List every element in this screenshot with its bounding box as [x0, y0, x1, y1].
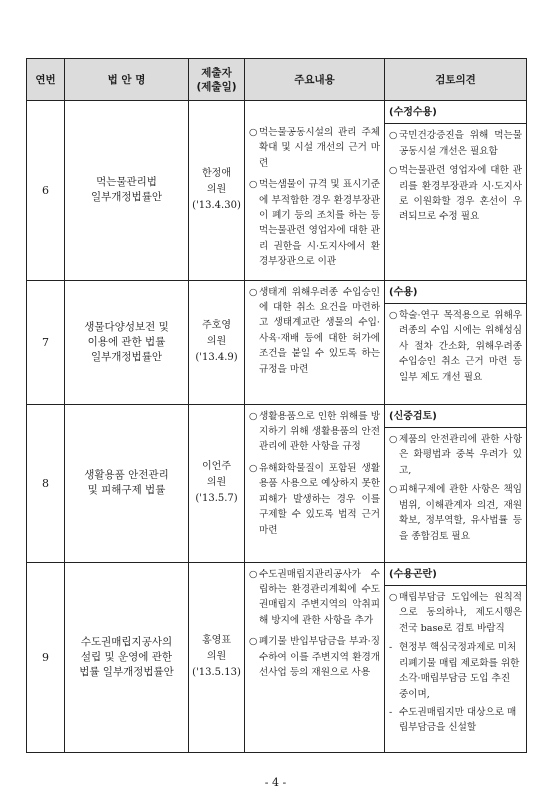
header-submitter-line1: 제출자	[201, 66, 232, 79]
bill-name	[65, 280, 189, 404]
content-point: ○ 먹는샘물이 규격 및 표시기준에 부적합한 경우 환경부장관이 폐기 등의 조치를 하는 등 먹는물관련 영업자에 대한 관리 권한을 시·도지사에서 환경부장관으로 이관	[249, 177, 380, 269]
header-submitter-line2: (제출일)	[196, 80, 237, 93]
bill-name-line: 일부개정법률안	[90, 191, 162, 204]
table-header-row	[27, 59, 527, 101]
main-content	[245, 280, 385, 404]
review-point: ○ 학술·연구 목적용으로 위해우려종의 수입 시에는 위해성심사 절차 간소화, 위해우려종 수입승인 취소 근거 마련 등 일부 제도 개선 필요	[389, 308, 522, 385]
row-no: 8	[27, 404, 65, 562]
review-opinion	[385, 404, 527, 562]
bullet-icon: ○	[389, 310, 398, 322]
bill-name-line: 법률 일부개정법률안	[79, 665, 174, 678]
review-subpoint: - 수도권매립지만 대상으로 매립부담금을 신설할	[389, 705, 522, 736]
bullet-icon: ○	[249, 179, 258, 191]
submitter	[189, 404, 245, 562]
bullet-icon: ○	[249, 410, 258, 422]
header-bill-name: 법 안 명	[65, 59, 189, 101]
bill-name	[65, 404, 189, 562]
bill-name	[65, 101, 189, 281]
bullet-icon: ○	[389, 484, 398, 496]
review-verdict: (신중검토)	[385, 409, 526, 428]
bullet-icon: ○	[389, 165, 398, 177]
bill-name-line: 및 피해구제 법률	[87, 484, 166, 497]
bullet-icon: ○	[249, 636, 258, 648]
bullet-icon: ○	[249, 462, 258, 474]
submitter-role: 의원	[206, 184, 227, 196]
main-content	[245, 562, 385, 752]
header-submitter	[189, 59, 245, 101]
bullet-icon: ○	[249, 286, 258, 298]
bill-name	[65, 562, 189, 752]
bill-review-table	[26, 58, 527, 753]
bill-name-line: 수도권매립지공사의	[80, 635, 173, 648]
review-point: ○ 국민건강증진을 위해 먹는물공동시설 개선은 필요함	[389, 128, 522, 159]
dash-icon: -	[389, 706, 393, 718]
main-content	[245, 101, 385, 281]
bullet-icon: ○	[389, 130, 398, 142]
submitter-name: 주호영	[202, 320, 231, 332]
content-point: ○ 유해화학물질이 포함된 생활용품 사용으로 예상하지 못한 피해가 발생하는 경우 이를 구제할 수 있도록 법적 근거 마련	[249, 461, 380, 538]
submitter-role: 의원	[206, 477, 227, 489]
review-opinion	[385, 562, 527, 752]
header-review: 검토의견	[385, 59, 527, 101]
content-point: ○ 폐기물 반입부담금을 부과·징수하여 이를 주변지역 환경개선사업 등의 재원으로 사용	[249, 634, 380, 680]
row-no: 7	[27, 280, 65, 404]
submitter-date: ('13.5.13)	[192, 667, 241, 679]
review-point: ○ 제품의 안전관리에 관한 사항은 화평법과 중복 우려가 있고,	[389, 432, 522, 478]
submitter-date: ('13.4.9)	[195, 352, 238, 364]
bullet-icon: ○	[249, 127, 258, 138]
submitter-name: 홍영표	[202, 635, 231, 647]
submitter-name: 이언주	[202, 461, 231, 473]
bill-name-line: 일부개정법률안	[90, 350, 162, 363]
review-verdict: (수용곤란)	[385, 567, 526, 586]
submitter-date: ('13.4.30)	[192, 200, 241, 212]
bill-name-line: 이용에 관한 법률	[87, 335, 166, 348]
dash-icon: -	[389, 642, 393, 654]
main-content	[245, 404, 385, 562]
bill-name-line: 설립 및 운영에 관한	[80, 650, 173, 663]
submitter-date: ('13.5.7)	[195, 493, 238, 505]
review-verdict: (수정수용)	[385, 105, 526, 124]
header-no: 연번	[27, 59, 65, 101]
submitter-role: 의원	[206, 336, 227, 348]
header-content: 주요내용	[245, 59, 385, 101]
review-point: ○ 매립부담금 도입에는 원칙적으로 동의하나, 제도시행은 전국 base로 검토 바람직	[389, 590, 522, 636]
submitter-name: 한정애	[202, 168, 231, 180]
row-no: 9	[27, 562, 65, 752]
content-point: ○ 생활용품으로 인한 위해를 방지하기 위해 생활용품의 안전관리에 관한 사항을 규정	[249, 409, 380, 455]
table-row	[27, 562, 527, 752]
table-row	[27, 101, 527, 281]
review-point: ○ 먹는물관련 영업자에 대한 관리를 환경부장관과 시·도지사로 이원화할 경우 혼선이 우려되므로 수정 필요	[389, 163, 522, 225]
bullet-icon: ○	[389, 592, 398, 604]
table-row	[27, 280, 527, 404]
submitter	[189, 562, 245, 752]
page-number: - 4 -	[264, 776, 287, 789]
row-no: 6	[27, 101, 65, 281]
bill-name-line: 먹는물관리법	[96, 176, 157, 189]
review-opinion	[385, 280, 527, 404]
bill-name-line: 생활용품 안전관리	[84, 469, 169, 482]
content-point: ○ 먹는물공동시설의 관리 주체 확대 및 시설 개선의 근거 마련	[249, 125, 380, 171]
review-point: ○ 피해구제에 관한 사항은 책임범위, 이해관계자 의견, 재원확보, 정부역할, 유사법률 등을 종합검토 필요	[389, 482, 522, 544]
submitter	[189, 101, 245, 281]
content-point: ○ 수도권매립지관리공사가 수립하는 환경관리계획에 수도권매립지 주변지역의 악취피해 방지에 관한 사항을 추가	[249, 567, 380, 629]
content-point: ○ 생태계 위해우려종 수입승인에 대한 취소 요건을 마련하고 생태계교란 생물의 수입·사육·재배 등에 대한 허가에 조건을 붙일 수 있도록 하는 규정을 마련	[249, 285, 380, 377]
table-row	[27, 404, 527, 562]
review-verdict: (수용)	[385, 285, 526, 304]
review-opinion	[385, 101, 527, 281]
bullet-icon: ○	[249, 568, 258, 580]
bullet-icon: ○	[389, 434, 398, 446]
submitter	[189, 280, 245, 404]
bill-name-line: 생물다양성보전 및	[84, 320, 169, 333]
review-subpoint: - 현정부 핵심국정과제로 미처리폐기물 매립 제로화를 위한 소각·매립부담금 도입 추진 중이며,	[389, 640, 522, 702]
submitter-role: 의원	[206, 651, 227, 663]
